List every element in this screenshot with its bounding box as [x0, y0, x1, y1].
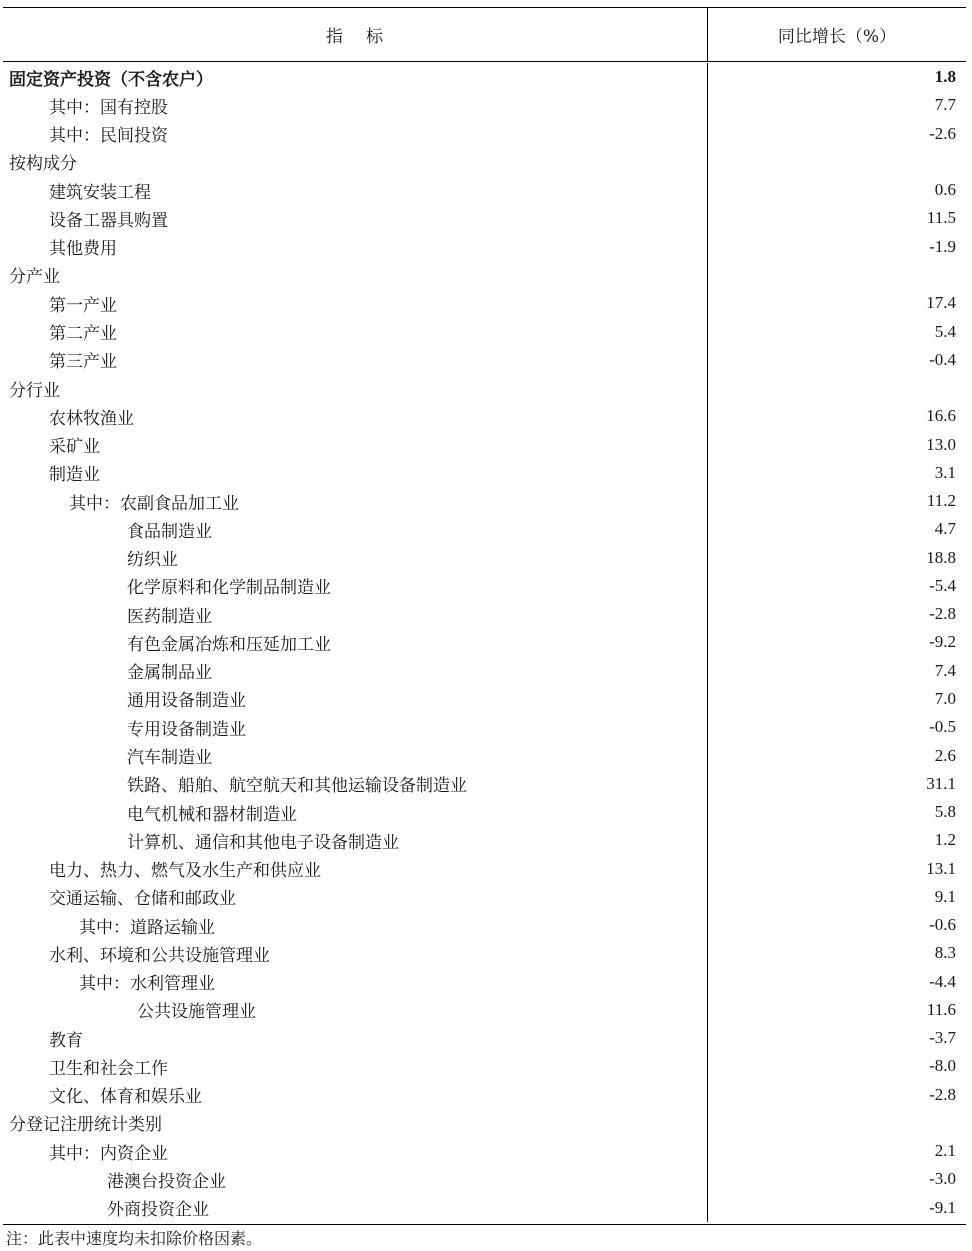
- table-row: [3, 120, 966, 148]
- row-value: 5.4: [707, 317, 966, 345]
- row-label: 铁路、船舶、航空航天和其他运输设备制造业: [127, 776, 467, 797]
- row-label: 采矿业: [49, 437, 100, 458]
- table-row: [3, 487, 966, 515]
- row-label: 外商投资企业: [107, 1200, 209, 1221]
- table-row: [3, 430, 966, 458]
- table-row: [3, 1024, 966, 1052]
- table-row: [3, 770, 966, 798]
- table-row: [3, 826, 966, 854]
- row-label: 金属制品业: [127, 663, 212, 684]
- row-label: 分产业: [9, 267, 60, 288]
- table-row: [3, 883, 966, 911]
- table-row: [3, 1165, 966, 1193]
- header-indicator-char-2: 标: [366, 27, 384, 47]
- row-label: 按构成分: [9, 154, 77, 175]
- row-value: 3.1: [707, 459, 966, 487]
- table-row: [3, 854, 966, 882]
- row-value: 1.2: [707, 826, 966, 854]
- row-label: 制造业: [49, 465, 100, 486]
- row-label: 固定资产投资（不含农户）: [9, 69, 213, 90]
- row-label: 其他费用: [49, 239, 117, 260]
- row-value: [707, 261, 966, 289]
- table-row: [3, 1194, 966, 1222]
- table-row: [3, 402, 966, 430]
- row-label: 第一产业: [49, 295, 117, 316]
- table-header: [3, 8, 966, 62]
- row-value: -3.7: [707, 1024, 966, 1052]
- row-value: 13.1: [707, 854, 966, 882]
- row-label: 分行业: [9, 380, 60, 401]
- row-value: 11.6: [707, 996, 966, 1024]
- row-label: 农林牧渔业: [49, 408, 134, 429]
- table-row: [3, 346, 966, 374]
- row-value: [707, 148, 966, 176]
- row-value: -1.9: [707, 233, 966, 261]
- table-row: [3, 233, 966, 261]
- row-value: 9.1: [707, 883, 966, 911]
- table-row: [3, 968, 966, 996]
- row-label: 建筑安装工程: [49, 182, 151, 203]
- table-row: [3, 600, 966, 628]
- header-indicator-char-1: 指: [326, 27, 344, 47]
- header-indicator: [3, 8, 707, 61]
- table-row: [3, 1052, 966, 1080]
- row-value: -2.8: [707, 1081, 966, 1109]
- table-row: [3, 685, 966, 713]
- row-value: 1.8: [707, 63, 966, 91]
- table-row: [3, 515, 966, 543]
- investment-table: [3, 7, 966, 1225]
- table-row: [3, 572, 966, 600]
- table-row: [3, 261, 966, 289]
- row-value: 7.0: [707, 685, 966, 713]
- row-value: 17.4: [707, 289, 966, 317]
- row-value: 5.8: [707, 798, 966, 826]
- row-label: 港澳台投资企业: [107, 1171, 226, 1192]
- table-row: [3, 374, 966, 402]
- row-value: 8.3: [707, 939, 966, 967]
- row-label: 纺织业: [127, 550, 178, 571]
- row-label: 通用设备制造业: [127, 691, 246, 712]
- row-value: 13.0: [707, 430, 966, 458]
- row-value: 2.6: [707, 741, 966, 769]
- table-row: [3, 939, 966, 967]
- row-value: 2.1: [707, 1137, 966, 1165]
- table-row: [3, 289, 966, 317]
- row-value: -0.5: [707, 713, 966, 741]
- row-value: -2.8: [707, 600, 966, 628]
- row-label: 其中：农副食品加工业: [69, 493, 239, 514]
- table-row: [3, 996, 966, 1024]
- row-value: 18.8: [707, 544, 966, 572]
- table-row: [3, 544, 966, 572]
- row-label: 水利、环境和公共设施管理业: [49, 945, 270, 966]
- row-label: 设备工器具购置: [49, 210, 168, 231]
- footnote: 注：此表中速度均未扣除价格因素。: [6, 1229, 263, 1248]
- table-row: [3, 148, 966, 176]
- row-label: 化学原料和化学制品制造业: [127, 578, 331, 599]
- row-label: 第三产业: [49, 352, 117, 373]
- table-row: [3, 317, 966, 345]
- row-label: 电气机械和器材制造业: [127, 804, 297, 825]
- row-label: 其中：国有控股: [49, 97, 168, 118]
- row-label: 其中：民间投资: [49, 126, 168, 147]
- table-row: [3, 713, 966, 741]
- row-label: 专用设备制造业: [127, 719, 246, 740]
- row-value: -0.6: [707, 911, 966, 939]
- row-label: 卫生和社会工作: [49, 1058, 168, 1079]
- row-value: 4.7: [707, 515, 966, 543]
- table-row: [3, 628, 966, 656]
- table-row: [3, 204, 966, 232]
- row-label: 有色金属冶炼和压延加工业: [127, 634, 331, 655]
- table-row: [3, 176, 966, 204]
- table-row: [3, 1137, 966, 1165]
- table-row: [3, 1081, 966, 1109]
- row-value: 31.1: [707, 770, 966, 798]
- row-label: 其中：内资企业: [49, 1143, 168, 1164]
- row-label: 文化、体育和娱乐业: [49, 1087, 202, 1108]
- row-value: -9.1: [707, 1194, 966, 1222]
- row-label: 第二产业: [49, 324, 117, 345]
- row-value: 7.7: [707, 91, 966, 119]
- row-value: -0.4: [707, 346, 966, 374]
- table-row: [3, 911, 966, 939]
- header-growth: 同比增长（%）: [707, 8, 966, 61]
- row-value: 11.2: [707, 487, 966, 515]
- row-label: 医药制造业: [127, 606, 212, 627]
- table-row: [3, 741, 966, 769]
- table-row: [3, 63, 966, 91]
- table-row: [3, 657, 966, 685]
- row-value: 11.5: [707, 204, 966, 232]
- row-value: 7.4: [707, 657, 966, 685]
- row-value: -4.4: [707, 968, 966, 996]
- table-row: [3, 91, 966, 119]
- row-value: -9.2: [707, 628, 966, 656]
- row-label: 交通运输、仓储和邮政业: [49, 889, 236, 910]
- row-value: -2.6: [707, 120, 966, 148]
- table-body: [3, 62, 966, 1224]
- row-label: 公共设施管理业: [137, 1002, 256, 1023]
- row-value: [707, 374, 966, 402]
- row-value: [707, 1109, 966, 1137]
- row-label: 其中：水利管理业: [79, 974, 215, 995]
- table-row: [3, 459, 966, 487]
- row-label: 食品制造业: [127, 521, 212, 542]
- row-label: 分登记注册统计类别: [9, 1115, 162, 1136]
- table-row: [3, 798, 966, 826]
- row-value: 16.6: [707, 402, 966, 430]
- row-label: 教育: [49, 1030, 83, 1051]
- row-value: 0.6: [707, 176, 966, 204]
- row-label: 计算机、通信和其他电子设备制造业: [127, 832, 399, 853]
- row-label: 电力、热力、燃气及水生产和供应业: [49, 861, 321, 882]
- table-row: [3, 1109, 966, 1137]
- row-value: -3.0: [707, 1165, 966, 1193]
- row-label: 汽车制造业: [127, 748, 212, 768]
- row-value: -5.4: [707, 572, 966, 600]
- row-label: 其中：道路运输业: [79, 917, 215, 938]
- row-value: -8.0: [707, 1052, 966, 1080]
